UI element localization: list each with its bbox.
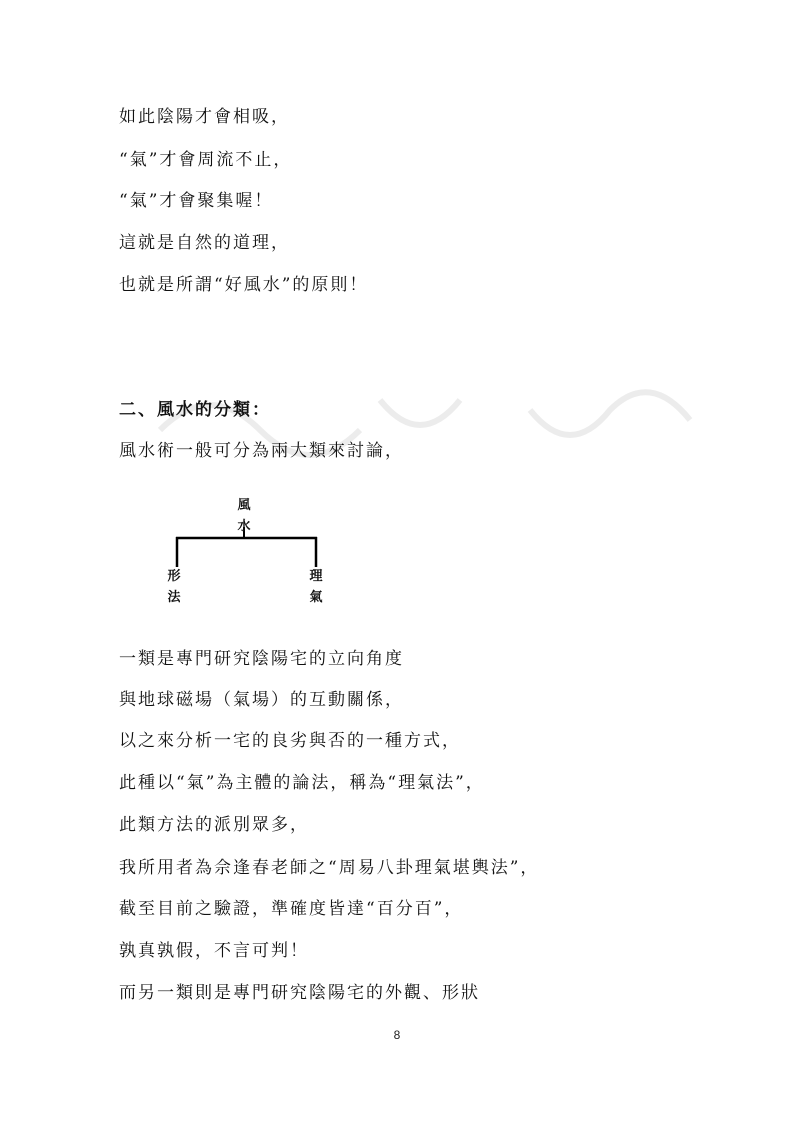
text-line-9: 此種以“氣”為主體的論法，稱為“理氣法”， <box>119 773 485 793</box>
text-line-13: 孰真孰假，不言可判！ <box>119 941 309 961</box>
diagram-right-char-1: 理 <box>309 569 323 584</box>
text-line-1: 如此陰陽才會相吸， <box>119 107 290 127</box>
diagram-root-char-1: 風 <box>237 498 251 513</box>
text-line-5: 也就是所謂“好風水”的原則！ <box>119 275 369 295</box>
section-intro: 風水術一般可分為兩大類來討論， <box>119 441 404 461</box>
text-line-10: 此類方法的派別眾多， <box>119 815 309 835</box>
text-line-4: 這就是自然的道理， <box>119 233 290 253</box>
page-number: 8 <box>393 1028 401 1042</box>
text-line-8: 以之來分析一宅的良劣與否的一種方式， <box>119 731 461 751</box>
section-heading: 二、風水的分類： <box>119 400 271 420</box>
text-line-3: “氣”才會聚集喔！ <box>119 191 274 211</box>
diagram-root-char-2: 水 <box>237 519 251 534</box>
text-line-7: 與地球磁場（氣場）的互動關係， <box>119 690 404 710</box>
text-line-14: 而另一類則是專門研究陰陽宅的外觀、形狀 <box>119 983 480 1003</box>
diagram-right-char-2: 氣 <box>309 590 323 605</box>
text-line-11: 我所用者為佘逢春老師之“周易八卦理氣堪輿法”， <box>119 858 540 878</box>
text-line-6: 一類是專門研究陰陽宅的立向角度 <box>119 649 404 669</box>
diagram-left-char-1: 形 <box>167 569 181 584</box>
text-line-12: 截至目前之驗證，準確度皆達“百分百”， <box>119 899 464 919</box>
classification-diagram <box>160 495 340 610</box>
diagram-left-char-2: 法 <box>167 590 181 605</box>
text-line-2: “氣”才會周流不止， <box>119 150 293 170</box>
